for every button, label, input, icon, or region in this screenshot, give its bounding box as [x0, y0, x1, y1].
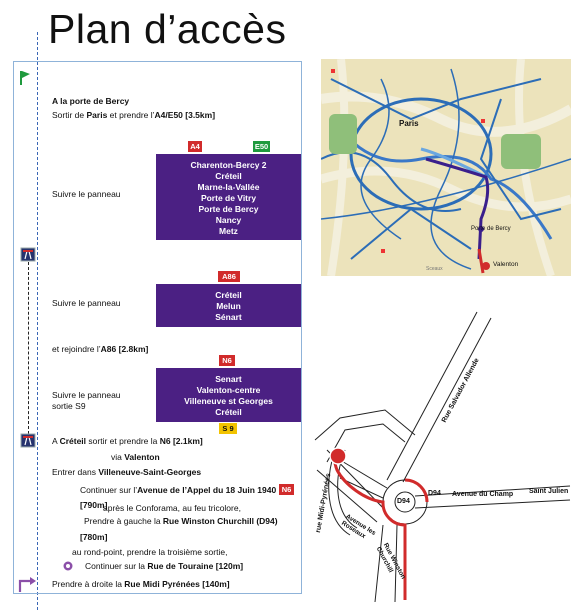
sign1-line: Nancy [215, 215, 242, 225]
step-via [111, 452, 160, 462]
step-continuer2-road: Rue de Touraine [120m] [147, 561, 244, 571]
step-final-prefix: Prendre à droite la [52, 579, 125, 589]
map-label-valenton: Valenton [493, 261, 519, 268]
motorway-exit-icon [20, 433, 36, 448]
step-sortie-road: A4/E50 [3.5km] [154, 110, 216, 120]
sign1-line: Charenton-Bercy 2 [190, 160, 267, 170]
step-continuer-1 [80, 485, 276, 495]
sign1-line: Marne-la-Vallée [197, 182, 260, 192]
plan-label-roseaux: Avenue les Roseaux [340, 513, 377, 541]
a86-tag: A86 [218, 271, 240, 282]
plan-label-allende: Rue Salvador Allende [440, 357, 481, 424]
step-creteil [52, 436, 203, 446]
step-final [52, 579, 230, 589]
step-prendre-prefix: Prendre à gauche la [84, 516, 163, 526]
step-sortie [52, 110, 215, 120]
dist-780: [780m] [80, 532, 108, 542]
map-label-small: Sceaux [426, 266, 443, 272]
motorway-icon [20, 247, 36, 262]
sign2-line: Créteil [215, 290, 242, 300]
direction-sign-2 [156, 284, 301, 327]
n6-inline-tag: N6 [279, 484, 294, 495]
step-entrer-prefix: Entrer dans [52, 467, 99, 477]
sign2-line: Sénart [215, 312, 242, 322]
step-suivre-2: Suivre le panneau [52, 298, 121, 308]
sign3-line: Valenton-centre [196, 385, 261, 395]
plan-label-saint-julien: Saint Julien [529, 488, 569, 495]
step-rejoindre-prefix: et rejoindre l’ [52, 344, 101, 354]
map-drawing [321, 59, 571, 276]
step-sortie-city: Paris [86, 110, 108, 120]
paris-area-map [321, 59, 571, 276]
dist-790: [790m] [80, 500, 108, 510]
sign1-line: Metz [219, 226, 238, 236]
step-suivre-3: Suivre le panneau [52, 390, 121, 400]
street-plan [305, 310, 575, 610]
step-creteil-city: Créteil [59, 436, 87, 446]
street-plan-roads [315, 312, 570, 602]
step-sortie-s9: sortie S9 [52, 401, 86, 411]
sign2-line: Melun [216, 301, 241, 311]
step-prendre-road: Rue Winston Churchill (D94) [162, 516, 278, 526]
step-sortie-prefix: Sortir de [52, 110, 87, 120]
sign3-line: Villeneuve st Georges [184, 396, 273, 406]
start-flag-icon [19, 70, 31, 86]
step-creteil-mid: sortir et prendre la [86, 436, 160, 446]
route-line [28, 262, 29, 434]
plan-label-champ: Avenue du Champ [452, 491, 514, 498]
n6-tag: N6 [219, 355, 235, 366]
step-continuer1-road: Avenue de l’Appel du 18 Juin 1940 [137, 485, 277, 495]
step-apres: après le Conforama, au feu tricolore, [103, 503, 241, 513]
sign1-line: Porte de Vitry [200, 193, 257, 203]
step-via-prefix: via [111, 452, 125, 462]
step-rond-point: au rond-point, prendre la troisième sortie, [72, 547, 228, 557]
step-continuer-2 [85, 561, 243, 571]
sign3-line: Senart [215, 374, 242, 384]
plan-label-winston: Rue Winston Churchill [374, 542, 407, 581]
s9-tag: S 9 [219, 423, 237, 434]
step-creteil-prefix: A [52, 436, 60, 446]
map-label-bercy: Porte de Bercy [471, 226, 511, 232]
e50-tag: E50 [254, 142, 269, 151]
plan-label-midi: rue Midi-Pyrénées [314, 472, 333, 534]
sign1-line: Porte de Bercy [198, 204, 259, 214]
step-suivre-1: Suivre le panneau [52, 189, 121, 199]
sign3-line: Créteil [215, 407, 242, 417]
step-entrer [52, 467, 201, 477]
roundabout-icon [62, 560, 74, 572]
step-sortie-mid: et prendre l’ [107, 110, 155, 120]
step-creteil-road: N6 [2.1km] [159, 436, 203, 446]
step-prendre [84, 516, 278, 526]
step-continuer1-prefix: Continuer sur l’ [80, 485, 138, 495]
destination-marker [330, 448, 346, 464]
plan-label-d94-road: D94 [428, 490, 441, 497]
step-entrer-city: Villeneuve-Saint-Georges [98, 467, 202, 477]
step-continuer2-prefix: Continuer sur la [85, 561, 148, 571]
direction-sign-1 [156, 154, 301, 240]
step-rejoindre-road: A86 [2.8km] [100, 344, 149, 354]
step-rejoindre [52, 344, 148, 354]
map-label-paris: Paris [399, 119, 419, 128]
turn-right-icon [17, 575, 37, 593]
direction-sign-3 [156, 368, 301, 422]
sign1-line: Créteil [215, 171, 242, 181]
a4-tag: A4 [188, 141, 202, 152]
step-heading: A la porte de Bercy [52, 96, 130, 106]
step-via-city: Valenton [124, 452, 160, 462]
plan-label-d94-circle: D94 [397, 498, 410, 505]
page-title: Plan d’accès [48, 6, 287, 52]
step-final-road: Rue Midi Pyrénées [140m] [124, 579, 230, 589]
